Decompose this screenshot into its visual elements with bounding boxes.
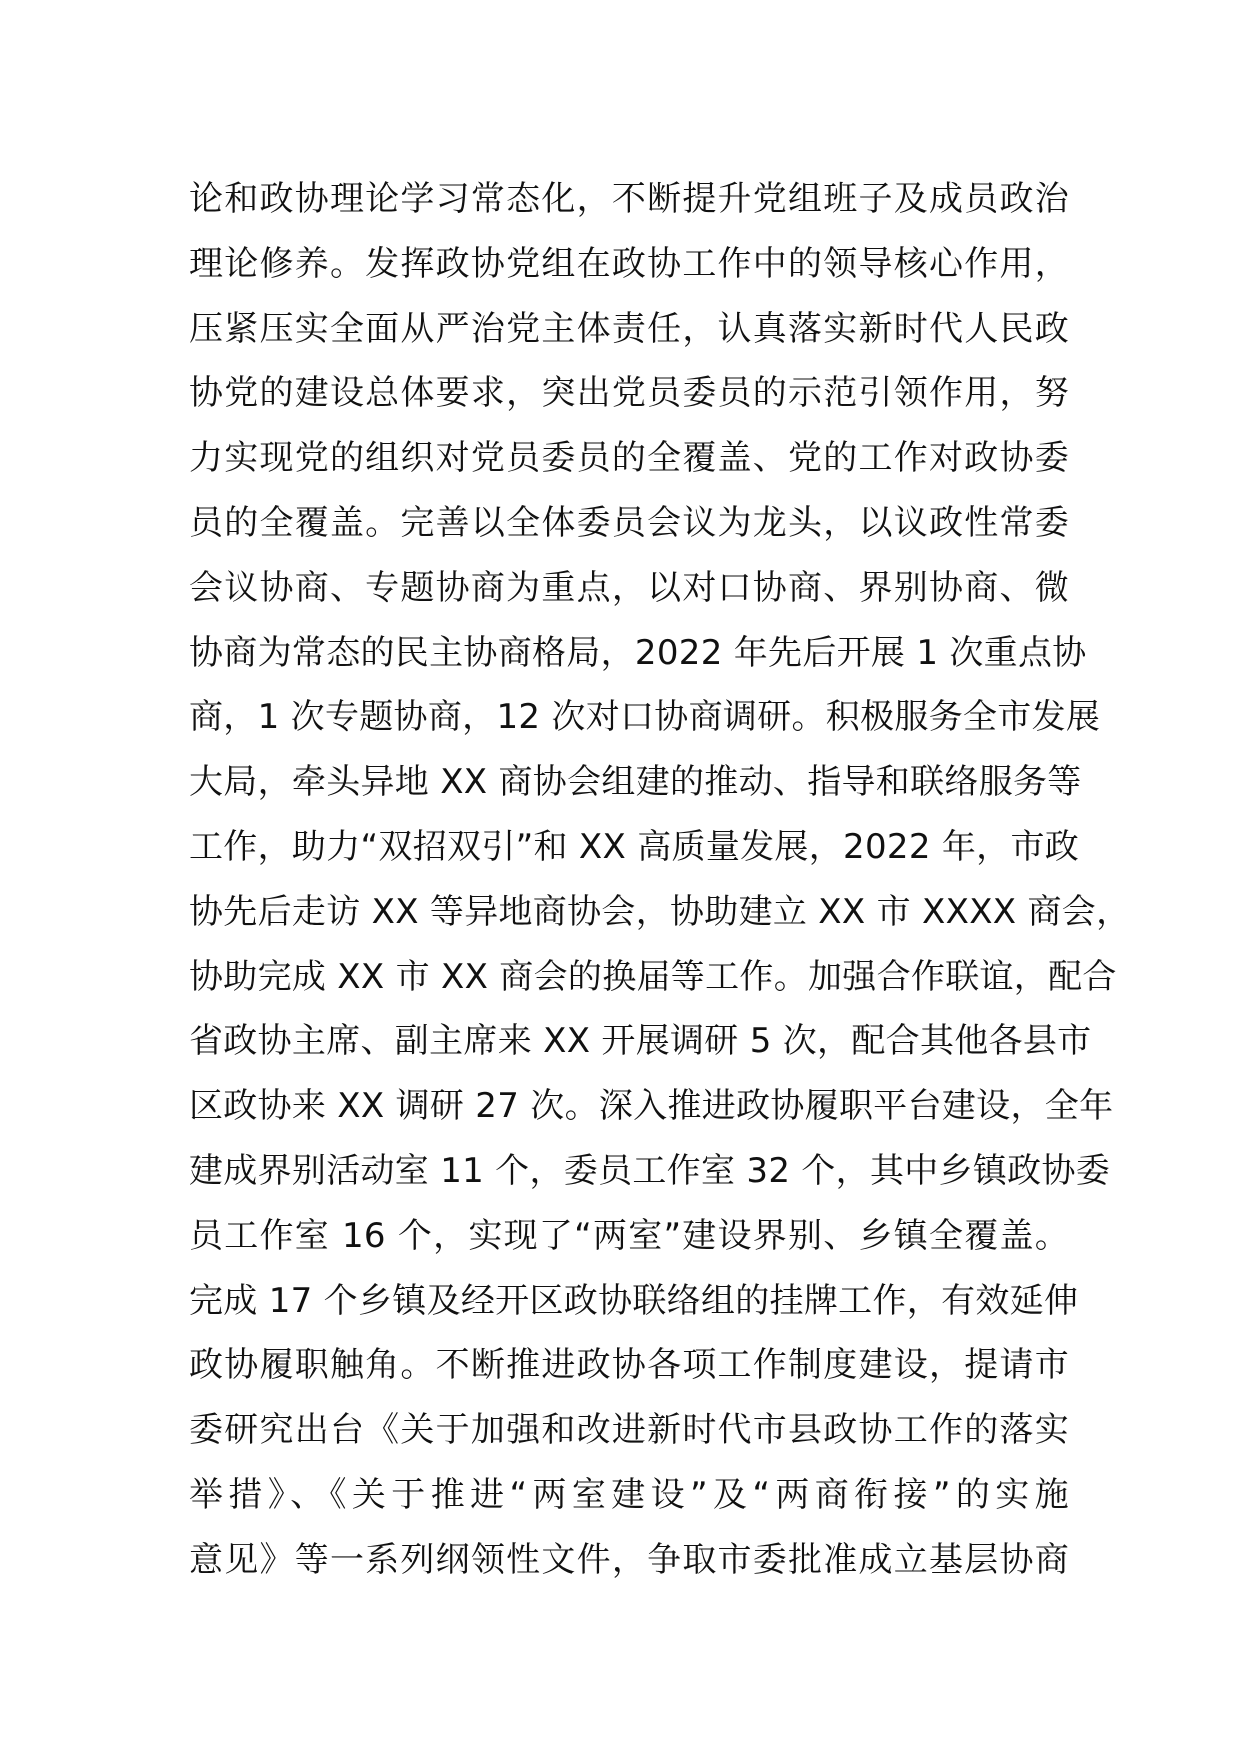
text-line: 委研究出台《关于加强和改进新时代市县政协工作的落实	[189, 1410, 1069, 1451]
text-line: 省政协主席、副主席来 XX 开展调研 5 次，配合其他各县市	[189, 1021, 1092, 1062]
text-line: 员工作室 16 个，实现了“两室”建设界别、乡镇全覆盖。	[189, 1215, 1069, 1256]
text-line: 力实现党的组织对党员委员的全覆盖、党的工作对政协委	[189, 438, 1069, 479]
text-line: 工作，助力“双招双引”和 XX 高质量发展，2022 年，市政	[189, 826, 1080, 867]
text-line: 商，1 次专题协商，12 次对口协商调研。积极服务全市发展	[189, 697, 1101, 738]
text-line: 员的全覆盖。完善以全体委员会议为龙头，以议政性常委	[189, 502, 1069, 543]
text-line: 协助完成 XX 市 XX 商会的换届等工作。加强合作联谊，配合	[189, 956, 1117, 997]
text-line: 论和政协理论学习常态化，不断提升党组班子及成员政治	[189, 179, 1069, 219]
text-line: 意见》等一系列纲领性文件，争取市委批准成立基层协商	[189, 1539, 1069, 1580]
text-line: 协先后走访 XX 等异地商协会，协助建立 XX 市 XXXX 商会，	[189, 891, 1131, 932]
body-text	[189, 167, 1131, 1593]
text-line: 完成 17 个乡镇及经开区政协联络组的挂牌工作，有效延伸	[189, 1280, 1079, 1321]
text-line: 协商为常态的民主协商格局，2022 年先后开展 1 次重点协	[189, 632, 1087, 673]
text-line: 建成界别活动室 11 个，委员工作室 32 个，其中乡镇政协委	[189, 1150, 1111, 1191]
text-line: 会议协商、专题协商为重点，以对口协商、界别协商、微	[189, 567, 1069, 608]
text-line: 政协履职触角。不断推进政协各项工作制度建设，提请市	[189, 1345, 1069, 1386]
text-line: 大局，牵头异地 XX 商协会组建的推动、指导和联络服务等	[189, 762, 1082, 803]
text-line: 区政协来 XX 调研 27 次。深入推进政协履职平台建设，全年	[189, 1086, 1114, 1127]
text-line: 举措》、《关于推进“两室建设”及“两商衔接”的实施	[189, 1474, 1069, 1515]
text-line: 理论修养。发挥政协党组在政协工作中的领导核心作用，	[189, 243, 1069, 284]
text-line: 压紧压实全面从严治党主体责任，认真落实新时代人民政	[189, 308, 1069, 349]
text-line: 协党的建设总体要求，突出党员委员的示范引领作用，努	[189, 373, 1069, 414]
